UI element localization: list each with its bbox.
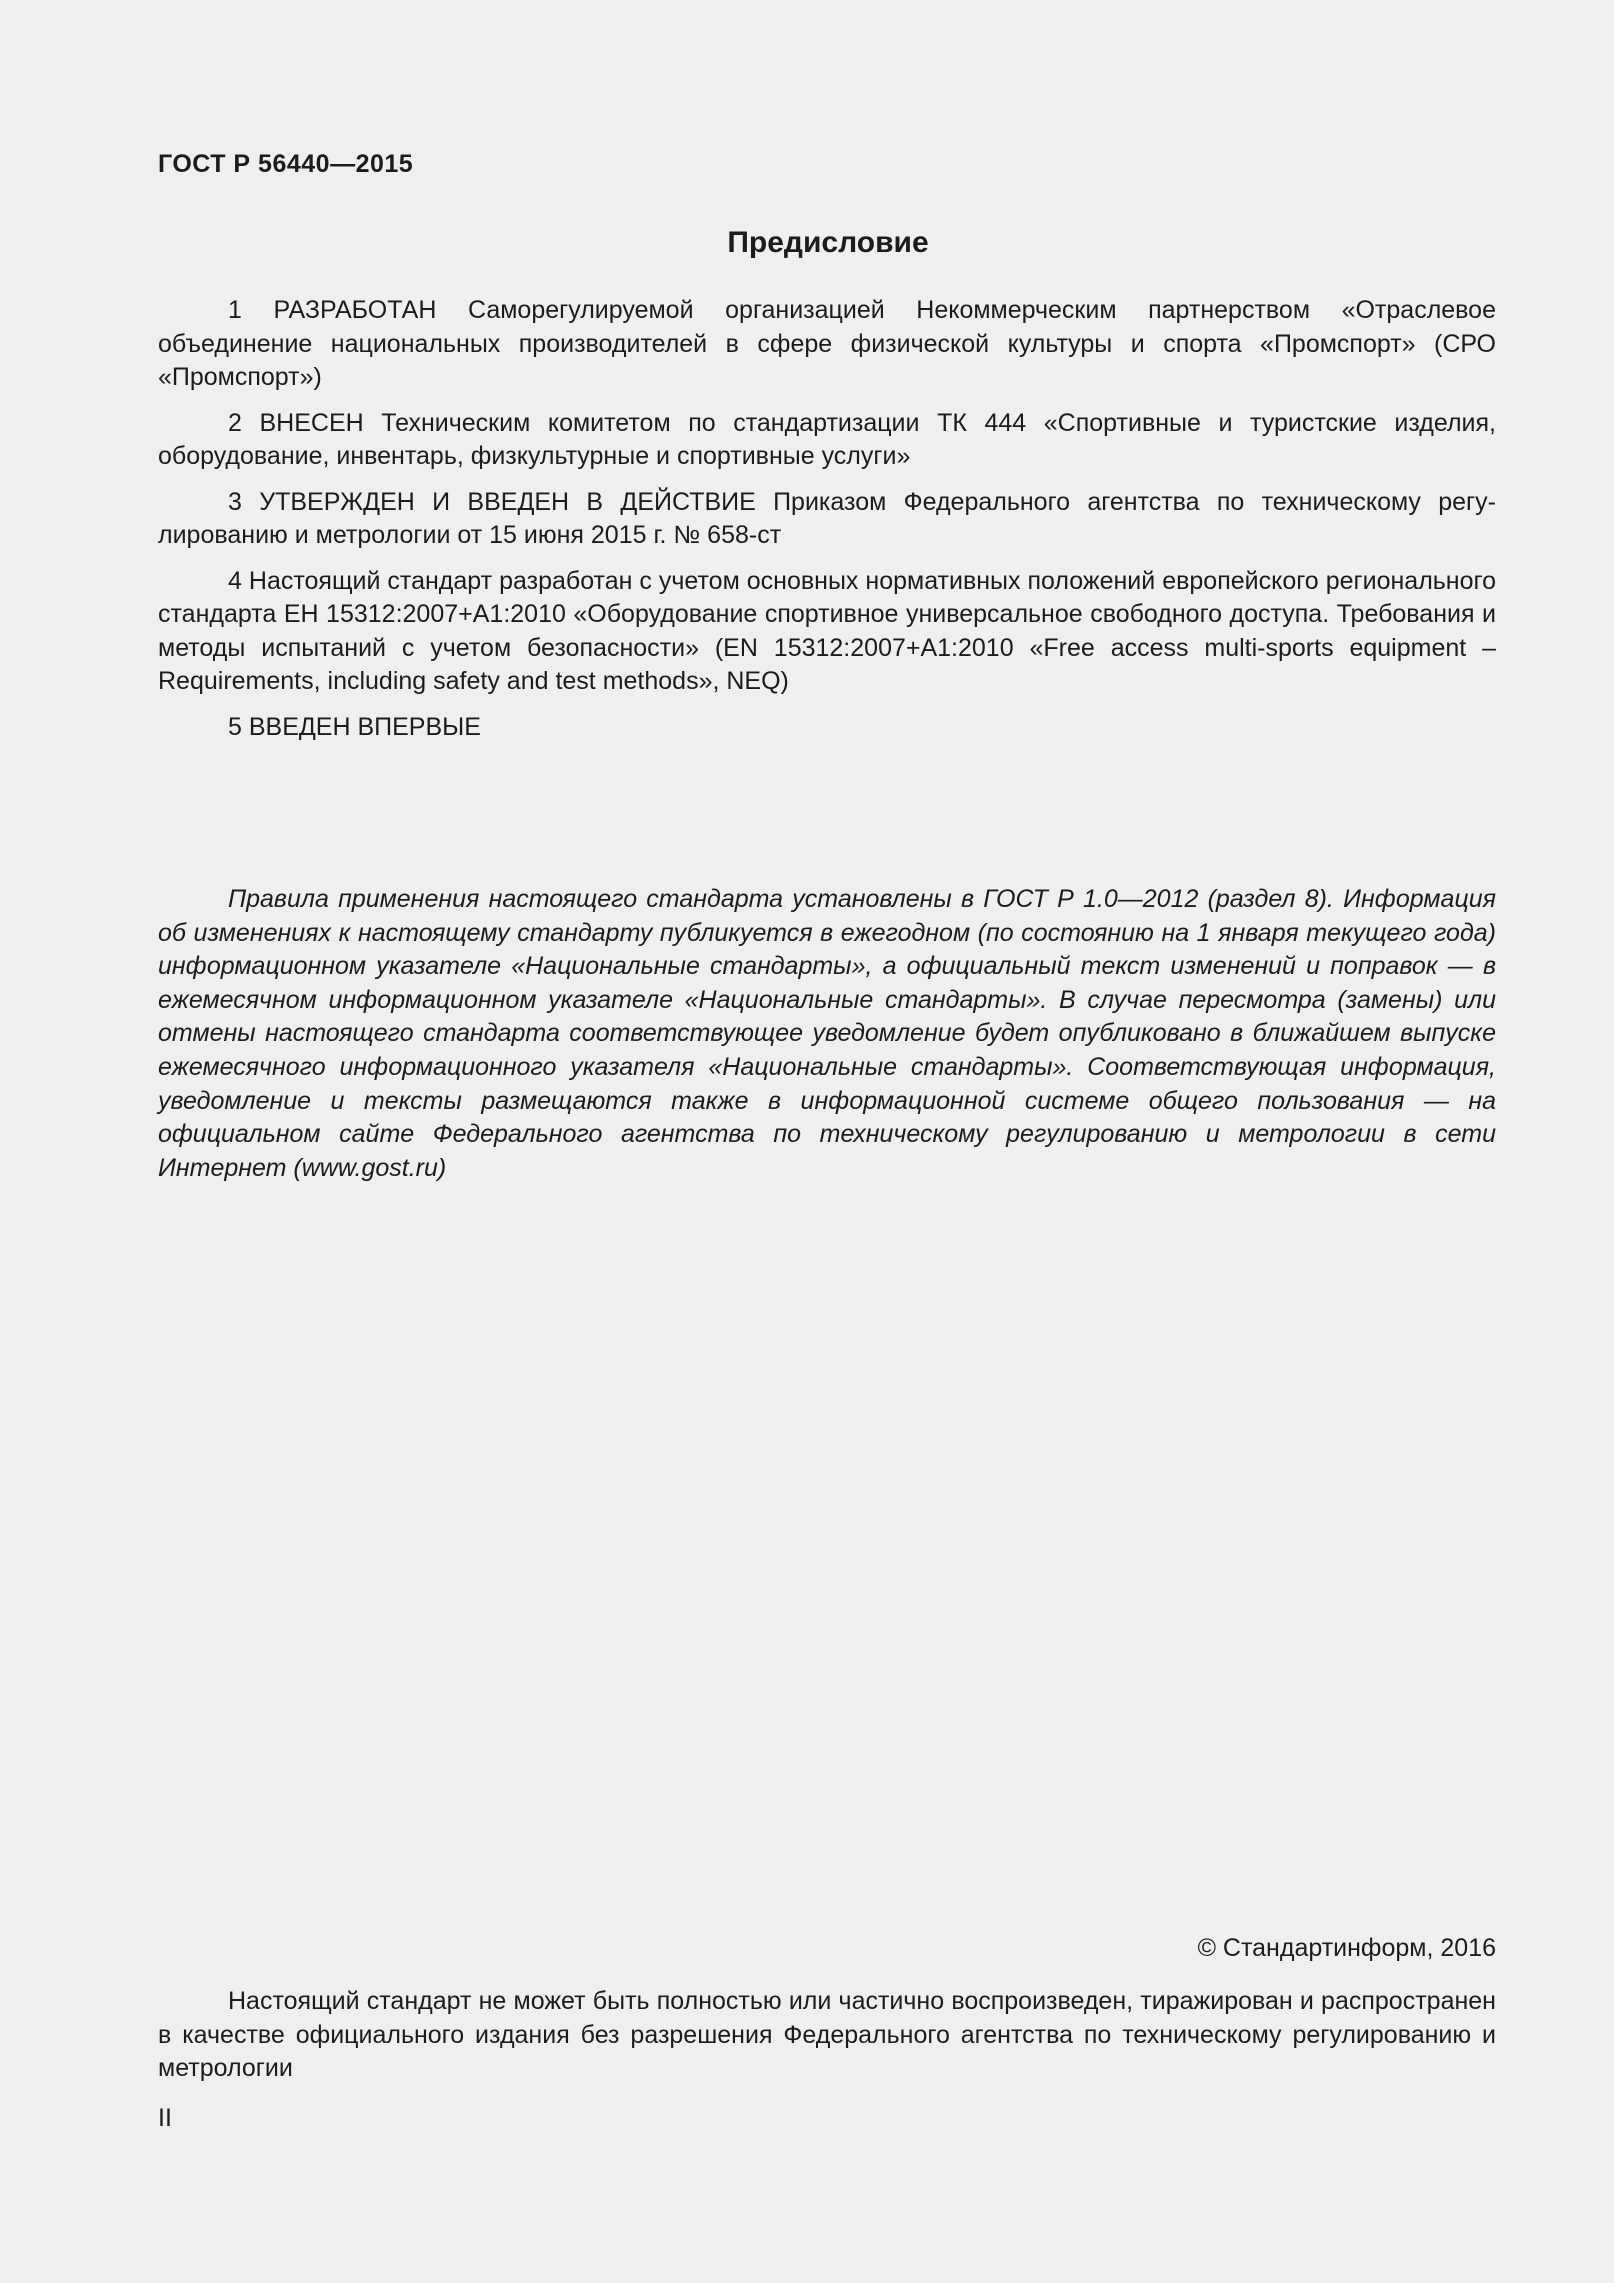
foreword-item-2: 2 ВНЕСЕН Техническим комитетом по стандартизации ТК 444 «Спортивные и туристские изделия, оборудование, инвентарь, физкультурные и спортивные услуги» [158,408,1496,470]
copyright-line: © Стандартинформ, 2016 [1197,1934,1496,1962]
reproduction-notice: Настоящий стандарт не может быть полностью или частично воспроизведен, тиражирован и распространен в качестве официального издания без разрешения Федерального агентства по техническому регулированию и метрологии [158,1987,1496,2082]
page-number: II [158,2104,172,2132]
foreword-item-1: 1 РАЗРАБОТАН Саморегулируемой организацией Некоммерческим партнерством «Отраслевое объединение национальных производителей в сфере физической культуры и спорта «Промспорт» (СРО «Промспорт») [158,296,1496,391]
foreword-item-3: 3 УТВЕРЖДЕН И ВВЕДЕН В ДЕЙСТВИЕ Приказом Федерального агентства по техническому регулированию и метрологии от 15 июня 2015 г. № 658-ст [158,487,1496,549]
foreword-item-5: 5 ВВЕДЕН ВПЕРВЫЕ [228,712,481,741]
standard-code-header: ГОСТ Р 56440—2015 [158,150,414,178]
application-rules-notice: Правила применения настоящего стандарта установлены в ГОСТ Р 1.0—2012 (раздел 8). Информация об изменениях к настоящему стандарту публикуется в ежегодном (по состоянию на 1 января текущего года) информационном указателе «Национальные стандарты», а официальный текст изменений и поправок — в ежемесячном информационном указателе «Национальные стандарты». В случае пересмотра (замены) или отмены настоящего стандарта соответствующее уведомление будет опубликовано в ближайшем выпуске ежемесячного информационного указателя «Национальные стандарты». Соответствующая информация, уведомление и тексты размещаются также в информационной системе общего пользования — на официальном сайте Федерального агентства по техническому регулированию и метрологии в сети Интернет (www.gost.ru) [158,885,1496,1182]
foreword-items [158,294,1496,756]
foreword-item-4: 4 Настоящий стандарт разработан с учетом основных нормативных положений европейского регионального стандарта ЕН 15312:2007+А1:2010 «Оборудование спортивное универсальное свободного доступа. Требования и методы испытаний с учетом безопасности» (EN 15312:2007+A1:2010 «Free access multi-sports equipment – Requirements, including safety and test methods», NEQ) [158,566,1496,695]
page-title: Предисловие [727,226,929,259]
